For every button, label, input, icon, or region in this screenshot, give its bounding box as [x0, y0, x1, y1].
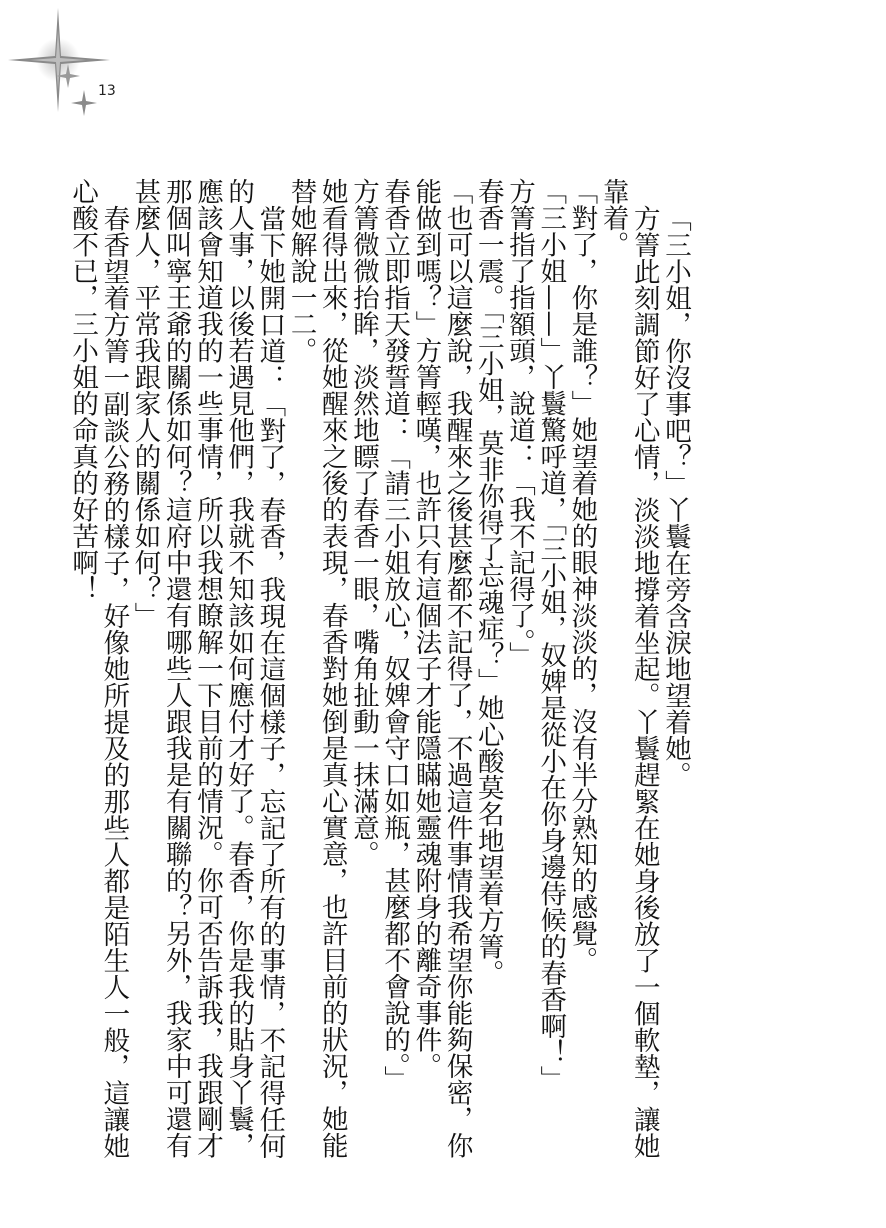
paragraph-9: 方箐微微抬眸，淡然地瞟了春香一眼，嘴角扯動一抹滿意。	[347, 178, 379, 867]
paragraph-3: 「對了，你是誰？」她望着她的眼神淡淡的，沒有半分熟知的感覺。	[566, 178, 598, 973]
paragraph-5: 方箐指了指額頭，說道：「我不記得了。」	[503, 178, 535, 669]
vertical-text-body	[67, 178, 691, 1178]
paragraph-10: 她看得出來，從她醒來之後的表現，春香對她倒是真心實意，也許目前的狀況，她能替她解說一二。	[285, 178, 348, 1159]
paragraph-7: 「也可以這麼說，我醒來之後甚麼都不記得了，不過這件事情我希望你能夠保密，你能做到嗎？」方箐輕嘆，也許只有這個法子才能隱瞞她靈魂附身的離奇事件。	[410, 178, 473, 1159]
paragraph-6: 春香一震。「三小姐，莫非你得了忘魂症？」她心酸莫名地望着方箐。	[472, 178, 504, 987]
paragraph-8: 春香立即指天發誓道：「請三小姐放心，奴婢會守口如瓶，甚麼都不會說的。」	[379, 178, 411, 1093]
paragraph-4: 「三小姐——」丫鬟驚呼道，「三小姐，奴婢是從小在你身邊侍候的春香啊！」	[535, 178, 567, 1093]
paragraph-12: 春香望着方箐一副談公務的樣子，好像她所提及的那些人都是陌生人一般，這讓她心酸不已，三小姐的命真的好苦啊！	[67, 178, 130, 1159]
paragraph-11: 當下她開口道：「對了，春香，我現在這個樣子，忘記了所有的事情，不記得任何的人事，以後若遇見他們，我就不知該如何應付才好了。春香，你是我的貼身丫鬟，應該會知道我的一些事情，所以我想瞭解一下目前的情況。你可否告訴我，我跟剛才那個叫寧王爺的關係如何？這府中還有哪些人跟我是有關聯的？另外，我家中可還有甚麼人，平常我跟家人的關係如何？」	[129, 178, 286, 1159]
sparkle-ornament-icon	[0, 0, 140, 140]
page-number: 13	[98, 83, 116, 99]
paragraph-2: 方箐此刻調節好了心情，淡淡地撐着坐起。丫鬟趕緊在她身後放了一個軟墊，讓她靠着。	[597, 178, 660, 1159]
paragraph-1: 「三小姐，你沒事吧？」丫鬟在旁含淚地望着她。	[660, 204, 691, 788]
